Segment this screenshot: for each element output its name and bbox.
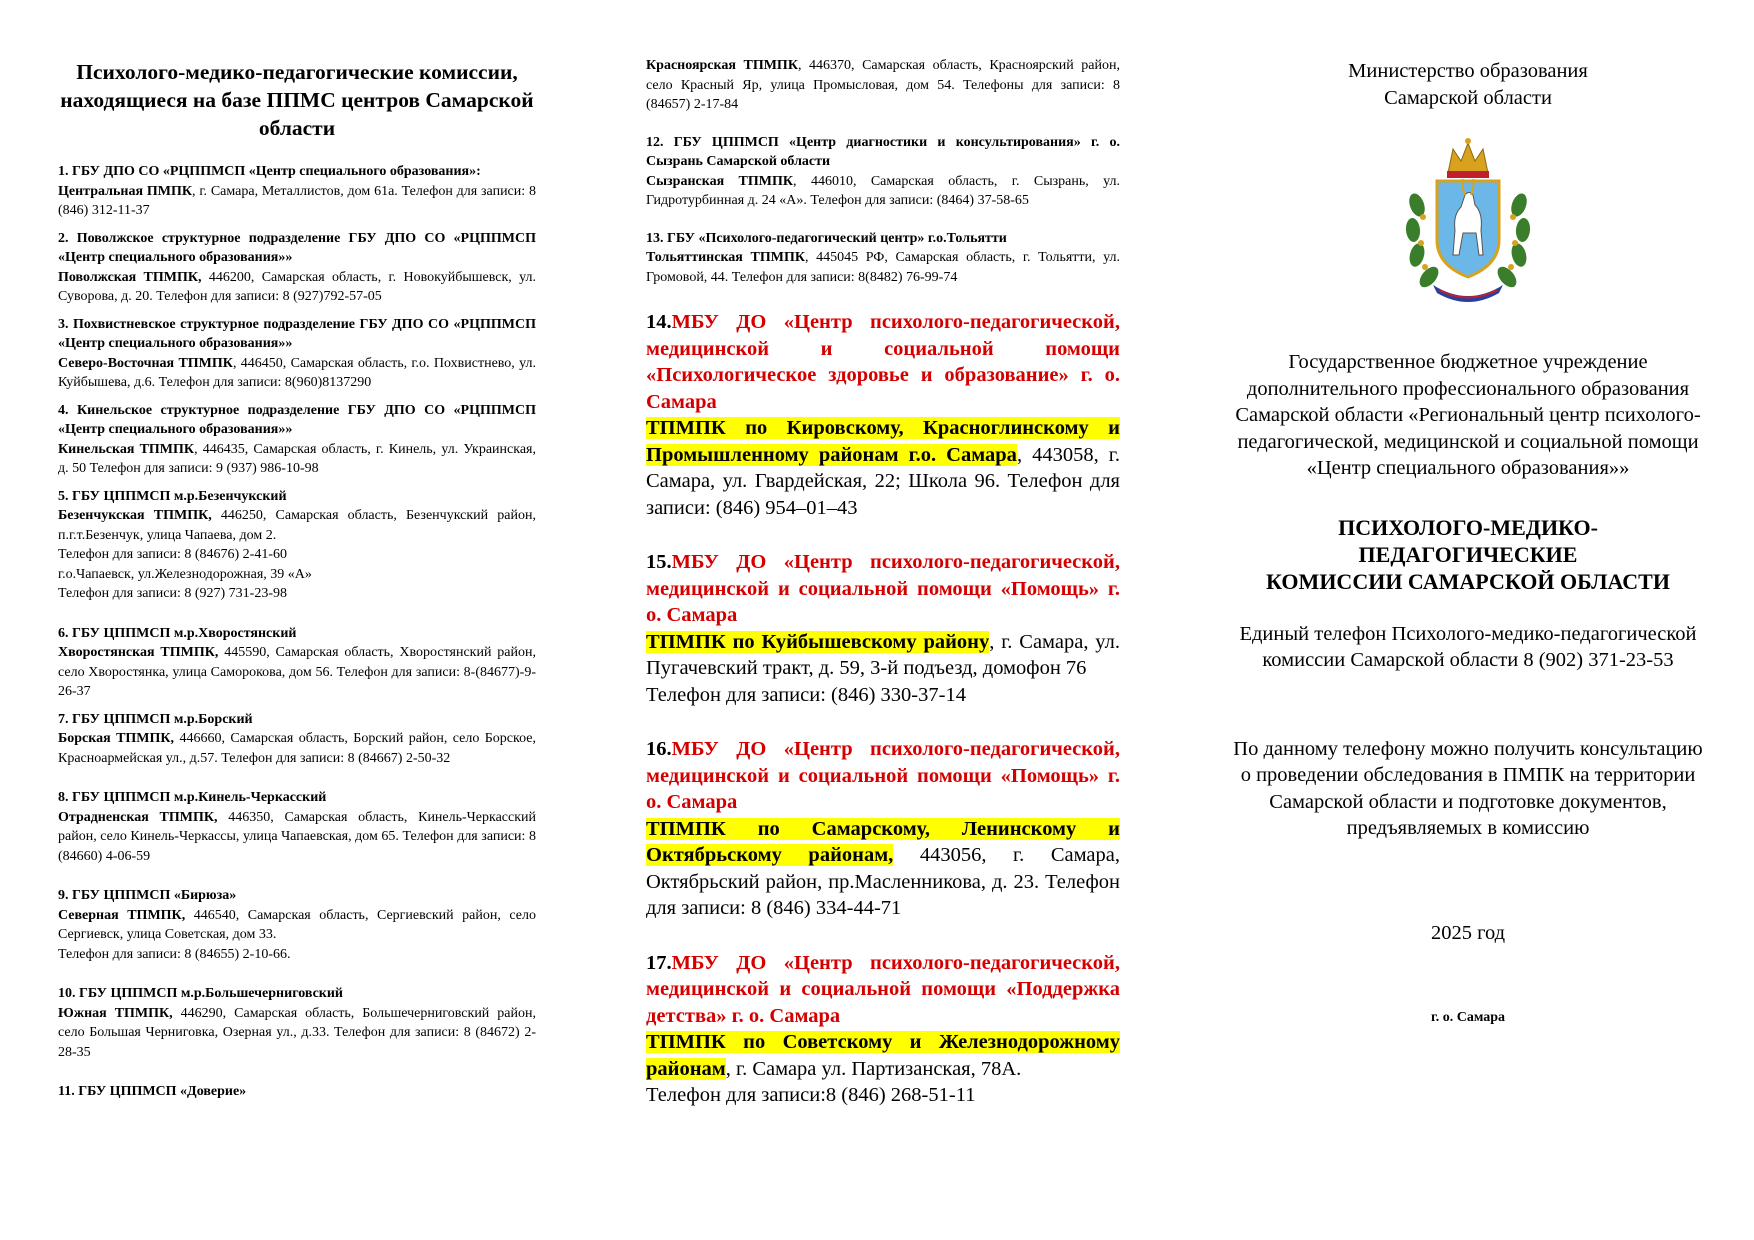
list-item: 13. ГБУ «Психолого-педагогический центр» г.о.Тольятти Тольяттинская ТПМПК, 445045 РФ, Самарская область, г. Тольятти, ул. Громовой, 44. Телефон для записи: 8(8482) 76-99-74 [646, 230, 1120, 285]
highlighted-commission: ТПМПК по Куйбышевскому району [646, 630, 990, 653]
list-item [58, 1082, 536, 1102]
year-label: 2025 год [1430, 921, 1506, 944]
list-item: 16.МБУ ДО «Центр психолого-педагогической, медицинской и социальной помощи «Помощь» г. о. Самара ТПМПК по Самарскому, Ленинскому и Октябрьскому районам, 443056, г. Самара, Октябрьский район, пр.Масленникова, д. 23. Телефон для записи: 8 (846) 334-44-71 [646, 738, 1120, 919]
list-item-head: 8. ГБУ ЦППМСП м.р.Кинель-Черкасский [58, 790, 327, 805]
highlighted-commission: ТПМПК по Кировскому, Красноглинскому и Промышленному районам г.о. Самара [646, 417, 1120, 466]
list-item-head: 10. ГБУ ЦППМСП м.р.Большечерниговский [58, 986, 343, 1001]
list-item: 6. ГБУ ЦППМСП м.р.Хворостянский Хворостянская ТПМПК, 445590, Самарская область, Хворостянский район, село Хворостянка, улица Саморокова, дом 56. Телефон для записи: 8-(84677)-9-26-37 [58, 625, 536, 699]
list-item-head: 9. ГБУ ЦППМСП «Бирюза» [58, 888, 237, 903]
list-item: Красноярская ТПМПК, 446370, Самарская область, Красноярский район, село Красный Яр, улица Промысловая, дом 54. Телефоны для записи: 8 (84657) 2-17-84 [646, 58, 1120, 112]
list-item-head: 6. ГБУ ЦППМСП м.р.Хворостянский [58, 625, 297, 641]
list-item-head: 3. Похвистневское структурное подразделение ГБУ ДПО СО «РЦППМСП «Центр специального образования»» [58, 316, 536, 351]
city-label: г. о. Самара [1430, 1010, 1506, 1025]
list-item-head: 7. ГБУ ЦППМСП м.р.Борский [58, 711, 253, 727]
cover-column [1228, 58, 1708, 1026]
list-item: 2. Поволжское структурное подразделение ГБУ ДПО СО «РЦППМСП «Центр специального образования»» Поволжская ТПМПК, 446200, Самарская область, г. Новокуйбышевск, ул. Суворова, д. 20. Телефон для записи: 8 (927)792-57-05 [58, 230, 536, 304]
list-item: 17.МБУ ДО «Центр психолого-педагогической, медицинской и социальной помощи «Поддержка детства» г. о. Самара ТПМПК по Советскому и Железнодорожному районам, г. Самара ул. Партизанская, 78А. Телефон для записи:8 (846) 268-51-11 [646, 951, 1120, 1106]
list-item: 15.МБУ ДО «Центр психолого-педагогической, медицинской и социальной помощи «Помощь» г. о. Самара ТПМПК по Куйбышевскому району, г. Самара, ул. Пугачевский тракт, д. 59, 3-й подъезд, домофон 76 Телефон для записи: (846) 330-37-14 [646, 551, 1120, 706]
brochure-heading: ПСИХОЛОГО-МЕДИКО- ПЕДАГОГИЧЕСКИЕ КОМИССИИ САМАРСКОЙ ОБЛАСТИ [1266, 514, 1670, 594]
list-item: 9. ГБУ ЦППМСП «Бирюза» Северная ТПМПК, 446540, Самарская область, Сергиевский район, село Сергиевск, улица Советская, дом 33. Телефон для записи: 8 (84655) 2-10-66. [58, 888, 536, 962]
list-item-head: 12. ГБУ ЦППМСП «Центр диагностики и консультирования» г. о. Сызрань Самарской области [646, 134, 1120, 169]
list-item-head: 4. Кинельское структурное подразделение ГБУ ДПО СО «РЦППМСП «Центр специального образования»» [58, 402, 536, 437]
left-column [58, 58, 536, 1110]
list-item: 3. Похвистневское структурное подразделение ГБУ ДПО СО «РЦППМСП «Центр специального образования»» Северо-Восточная ТПМПК, 446450, Самарская область, г.о. Похвистнево, ул. Куйбышева, д.6. Телефон для записи: 8(960)8137290 [58, 316, 536, 390]
list-item-head: 11. ГБУ ЦППМСП «Доверие» [58, 1084, 247, 1099]
list-item-head: 1. ГБУ ДПО СО «РЦППМСП «Центр специального образования»: [58, 164, 481, 179]
list-item: 14.МБУ ДО «Центр психолого-педагогической, медицинской и социальной помощи «Психологическое здоровье и образование» г. о. Самара ТПМПК по Кировскому, Красноглинскому и Промышленному районам г.о. Самара, 443058, г. Самара, ул. Гвардейская, 22; Школа 96. Телефон для записи: (846) 954–01–43 [646, 311, 1120, 519]
institution-name: Государственное бюджетное учреждение дополнительного профессионального образования Самарской области «Региональный центр психолого-педагогической, медицинской и социальной помощи «Центр специального образования»» [1235, 351, 1701, 479]
list-item: 7. ГБУ ЦППМСП м.р.Борский Борская ТПМПК, 446660, Самарская область, Борский район, село Борское, Красноармейская ул., д.57. Телефон для записи: 8 (84667) 2-50-32 [58, 711, 536, 766]
list-item-head: 2. Поволжское структурное подразделение ГБУ ДПО СО «РЦППМСП «Центр специального образования»» [58, 230, 536, 265]
highlighted-commission: ТПМПК по Самарскому, Ленинскому и Октябрьскому районам, [646, 817, 1120, 866]
samara-coat-of-arms-icon [1403, 135, 1533, 305]
middle-column [646, 56, 1120, 1137]
highlighted-commission: ТПМПК по Советскому и Железнодорожному районам [646, 1031, 1120, 1080]
list-item: 4. Кинельское структурное подразделение ГБУ ДПО СО «РЦППМСП «Центр специального образования»» Кинельская ТПМПК, 446435, Самарская область, г. Кинель, ул. Украинская, д. 50 Телефон для записи: 9 (937) 986-10-98 [58, 402, 536, 476]
list-item: 10. ГБУ ЦППМСП м.р.Большечерниговский Южная ТПМПК, 446290, Самарская область, Большечерниговский район, село Большая Черниговка, Озерная ул., д.33. Телефон для записи: 8 (84672) 2-28-35 [58, 986, 536, 1060]
consultation-text: По данному телефону можно получить консультацию о проведении обследования в ПМПК на территории Самарской области и подготовке документов, предъявляемых в комиссию [1233, 737, 1703, 839]
list-item: 8. ГБУ ЦППМСП м.р.Кинель-Черкасский Отрадненская ТПМПК, 446350, Самарская область, Кинель-Черкасский район, село Кинель-Черкассы, улица Чапаевская, дом 65. Телефон для записи: 8 (84660) 4-06-59 [58, 790, 537, 864]
ministry-name: Министерство образования Самарской области [1348, 60, 1588, 109]
hotline-text: Единый телефон Психолого-медико-педагогической комиссии Самарской области 8 (902) 371-23-53 [1239, 622, 1697, 671]
left-column-title: Психолого-медико-педагогические комиссии, находящиеся на базе ППМС центров Самарской области [60, 60, 534, 140]
list-item: 1. ГБУ ДПО СО «РЦППМСП «Центр специального образования»: Центральная ПМПК, г. Самара, Металлистов, дом 61а. Телефон для записи: 8 (846) 312-11-37 [58, 164, 536, 218]
list-item: 12. ГБУ ЦППМСП «Центр диагностики и консультирования» г. о. Сызрань Самарской области Сызранская ТПМПК, 446010, Самарская область, г. Сызрань, ул. Гидротурбинная д. 24 «А». Телефон для записи: (8464) 37-58-65 [646, 134, 1120, 208]
list-item-head: 13. ГБУ «Психолого-педагогический центр» г.о.Тольятти [646, 230, 1007, 246]
list-item: 5. ГБУ ЦППМСП м.р.Безенчукский Безенчукская ТПМПК, 446250, Самарская область, Безенчукский район, п.г.т.Безенчук, улица Чапаева, дом 2. Телефон для записи: 8 (84676) 2-41-60 г.о.Чапаевск, ул.Железнодорожная, 39 «А» Телефон для записи: 8 (927) 731-23-98 [58, 488, 536, 601]
list-item-head: 5. ГБУ ЦППМСП м.р.Безенчукский [58, 488, 287, 504]
